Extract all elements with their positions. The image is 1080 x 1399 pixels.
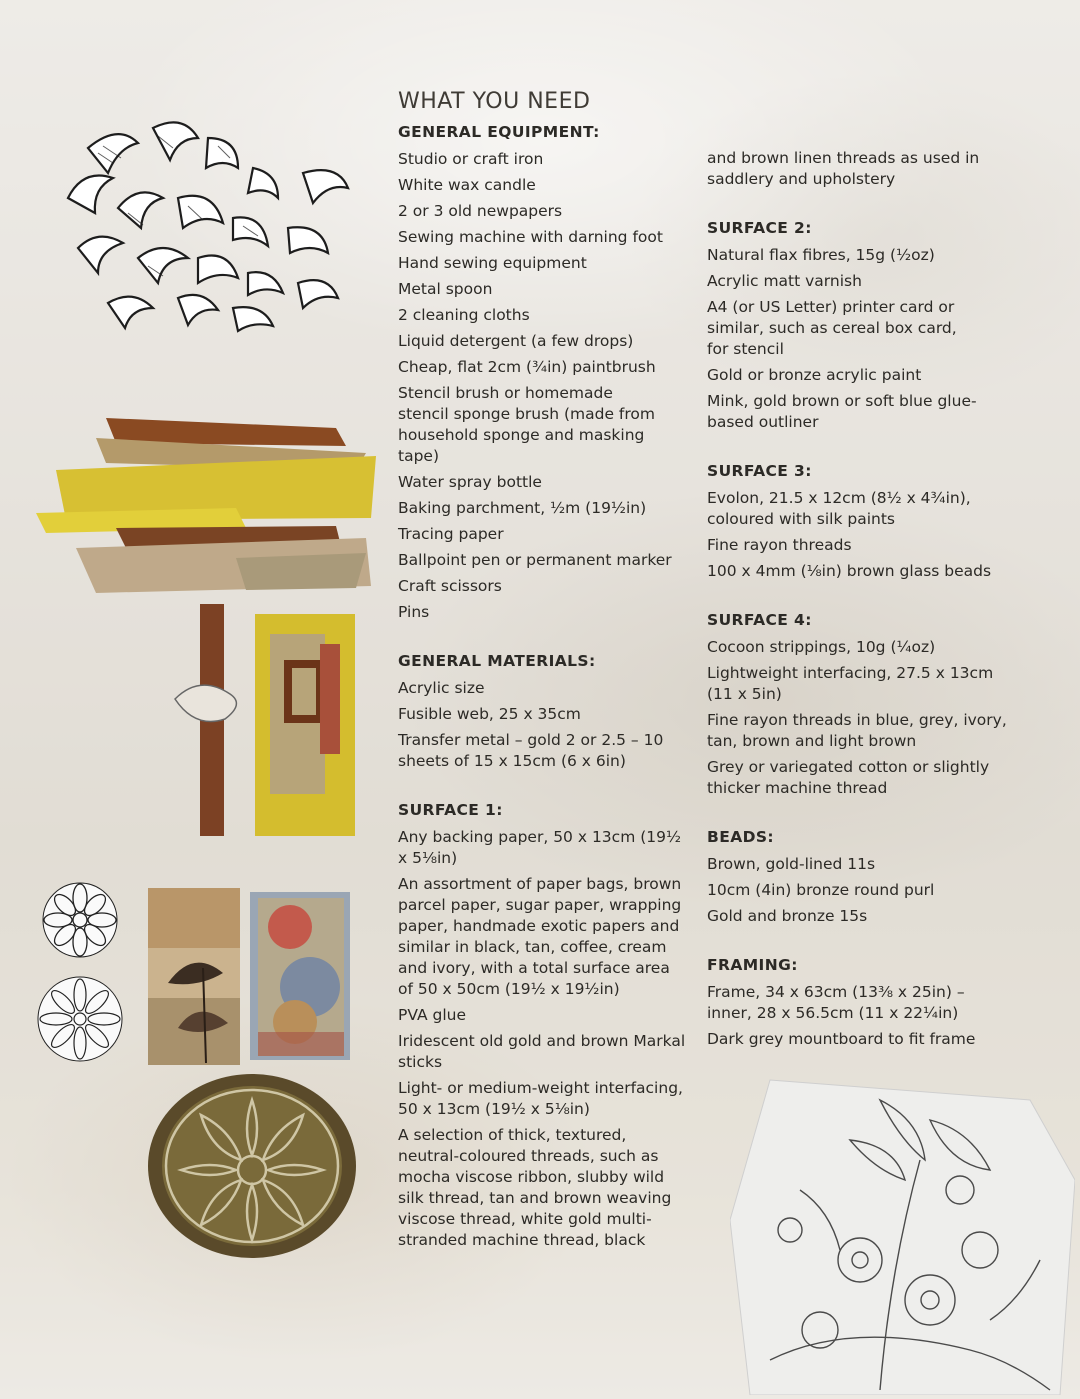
general-materials-list [398, 678, 688, 772]
surface2-heading: SURFACE 2: [707, 219, 812, 237]
paper-leaf-sample [148, 888, 240, 1065]
list-item: Light- or medium-weight interfacing, 50 x 13cm (19½ x 5⅛in) [398, 1079, 683, 1118]
list-item: Fine rayon threads in blue, grey, ivory, tan, brown and light brown [707, 711, 1007, 750]
list-item: Fine rayon threads [707, 536, 852, 554]
list-item: Dark grey mountboard to fit frame [707, 1030, 976, 1048]
general-equipment-heading: GENERAL EQUIPMENT: [398, 123, 600, 141]
list-item: Iridescent old gold and brown Markal sticks [398, 1032, 686, 1071]
list-item: Gold and bronze 15s [707, 907, 868, 925]
list-item: Metal spoon [398, 280, 493, 298]
gold-panel-collage [170, 604, 355, 836]
beads-heading: BEADS: [707, 828, 775, 846]
list-item: 10cm (4in) bronze round purl [707, 881, 935, 899]
list-item: Frame, 34 x 63cm (13⅜ x 25in) – inner, 28 x 56.5cm (11 x 22¼in) [707, 983, 965, 1022]
list-item: 100 x 4mm (⅛in) brown glass beads [707, 562, 992, 580]
surface1-list [398, 827, 688, 1251]
list-item: Cheap, flat 2cm (¾in) paintbrush [398, 358, 656, 376]
flower-outline-bottom [36, 975, 124, 1063]
surface3-heading: SURFACE 3: [707, 462, 812, 480]
list-item: Lightweight interfacing, 27.5 x 13cm (11 x 5in) [707, 664, 994, 703]
surface4-list [707, 637, 1007, 799]
list-item: Natural flax fibres, 15g (½oz) [707, 246, 935, 264]
list-item: Evolon, 21.5 x 12cm (8½ x 4¾in), coloured with silk paints [707, 489, 971, 528]
list-item: Cocoon strippings, 10g (¼oz) [707, 638, 936, 656]
list-item: Hand sewing equipment [398, 254, 587, 272]
list-item: A4 (or US Letter) printer card or similar, such as cereal box card, for stencil [707, 298, 957, 358]
torn-paper-collage [36, 408, 376, 598]
surface3-list [707, 488, 1007, 582]
framing-heading: FRAMING: [707, 956, 798, 974]
list-item: Any backing paper, 50 x 13cm (19½ x 5⅛in) [398, 828, 682, 867]
list-item: Water spray bottle [398, 473, 542, 491]
list-item: Acrylic matt varnish [707, 272, 862, 290]
list-item: Stencil brush or homemade stencil sponge brush (made from household sponge and masking tape) [398, 384, 655, 465]
list-item: Sewing machine with darning foot [398, 228, 663, 246]
list-item: Craft scissors [398, 577, 502, 595]
floral-sketch [730, 1060, 1075, 1395]
list-item: Fusible web, 25 x 35cm [398, 705, 581, 723]
surface1-heading: SURFACE 1: [398, 801, 503, 819]
list-item: A selection of thick, textured, neutral-coloured threads, such as mocha viscose ribbon, slubby wild silk thread, tan and brown weaving viscose thread, white gold multi-stranded machine thread, black [398, 1126, 672, 1249]
list-item: Studio or craft iron [398, 150, 544, 168]
surface4-heading: SURFACE 4: [707, 611, 812, 629]
list-item: An assortment of paper bags, brown parcel paper, sugar paper, wrapping paper, handmade exotic papers and similar in black, tan, coffee, cream and ivory, with a total surface area of 50 x 50cm (19½ x 19½in) [398, 875, 682, 998]
continued-text: and brown linen threads as used in saddlery and upholstery [707, 149, 980, 188]
flower-outline-top [40, 880, 120, 960]
list-item: 2 or 3 old newpapers [398, 202, 563, 220]
column-right [707, 148, 1007, 1055]
textile-flower-sample [250, 892, 350, 1060]
framing-list [707, 982, 1007, 1050]
list-item: PVA glue [398, 1006, 466, 1024]
beads-list [707, 854, 1007, 927]
list-item: Tracing paper [398, 525, 504, 543]
list-item: White wax candle [398, 176, 536, 194]
stitched-medallion [146, 1070, 358, 1260]
column-left [398, 88, 688, 1256]
list-item: 2 cleaning cloths [398, 306, 530, 324]
list-item: Ballpoint pen or permanent marker [398, 551, 672, 569]
general-materials-heading: GENERAL MATERIALS: [398, 652, 596, 670]
list-item: Liquid detergent (a few drops) [398, 332, 634, 350]
list-item: Baking parchment, ½m (19½in) [398, 499, 647, 517]
list-item: Transfer metal – gold 2 or 2.5 – 10 sheets of 15 x 15cm (6 x 6in) [398, 731, 664, 770]
general-equipment-list [398, 149, 688, 623]
list-item: Brown, gold-lined 11s [707, 855, 876, 873]
page-title: WHAT YOU NEED [398, 89, 591, 114]
list-item: Grey or variegated cotton or slightly thicker machine thread [707, 758, 990, 797]
swirl-drawing [58, 108, 358, 333]
list-item: Pins [398, 603, 430, 621]
list-item: Acrylic size [398, 679, 485, 697]
surface2-list [707, 245, 1007, 433]
list-item: Gold or bronze acrylic paint [707, 366, 922, 384]
list-item: Mink, gold brown or soft blue glue-based outliner [707, 392, 977, 431]
